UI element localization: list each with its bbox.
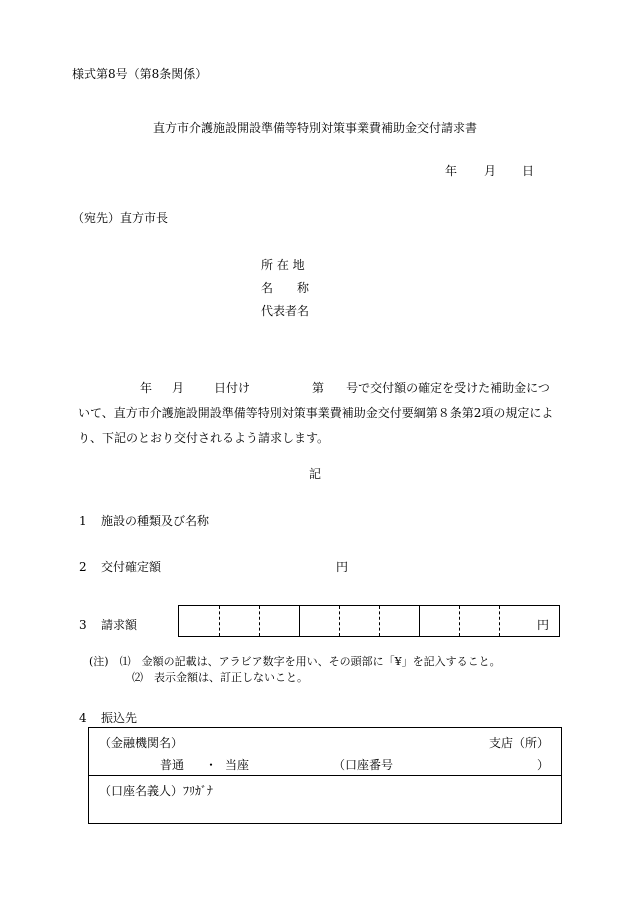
bank-box-divider xyxy=(89,775,561,776)
account-number-label: （口座番号 xyxy=(333,758,394,772)
item-3-label: 請求額 xyxy=(101,618,138,632)
applicant-address-label: 所 在 地 xyxy=(261,258,305,272)
item-2-number: 2 xyxy=(79,560,87,574)
account-number-close-paren: ） xyxy=(536,758,549,772)
amount-cell-divider xyxy=(299,606,300,636)
amount-cell-divider xyxy=(339,606,340,636)
applicant-representative-label: 代表者名 xyxy=(261,304,310,318)
amount-cell-divider xyxy=(419,606,420,636)
note-2: ⑵ 表示金額は、訂正しないこと。 xyxy=(132,671,308,684)
amount-cell-divider xyxy=(499,606,500,636)
form-number: 様式第8号（第8条関係） xyxy=(72,67,208,81)
para-text: 号で交付額の確定を受けた補助金について、直方市介護施設開設準備等特別対策事業費補助金交付要綱第８条第2項の規定により、下記のとおり交付されるよう請求します。 xyxy=(78,381,554,445)
request-amount-box[interactable] xyxy=(178,605,560,637)
applicant-name-label: 名 称 xyxy=(261,281,310,295)
item-4-number: 4 xyxy=(79,711,87,725)
amount-cell-divider xyxy=(379,606,380,636)
para-month: 月 xyxy=(172,381,185,395)
confirmed-amount-yen: 円 xyxy=(336,560,349,574)
bank-transfer-box xyxy=(88,727,562,824)
date-day-label: 日 xyxy=(522,164,535,178)
request-paragraph xyxy=(78,376,554,451)
item-1-label: 施設の種類及び名称 xyxy=(101,514,210,528)
document-title: 直方市介護施設開設準備等特別対策事業費補助金交付請求書 xyxy=(152,121,477,135)
ki-heading: 記 xyxy=(308,467,321,481)
account-type-touza[interactable]: 当座 xyxy=(225,758,250,772)
amount-cell-divider xyxy=(219,606,220,636)
para-dated: 日付け xyxy=(214,381,251,395)
item-1-number: 1 xyxy=(79,514,87,528)
item-3-number: 3 xyxy=(79,618,87,632)
addressee: （宛先）直方市長 xyxy=(72,211,169,225)
bank-institution-label: （金融機関名） xyxy=(99,736,184,750)
account-type-separator: ・ xyxy=(205,758,218,772)
account-type-futsu[interactable]: 普通 xyxy=(160,758,185,772)
date-month-label: 月 xyxy=(484,164,497,178)
item-2-label: 交付確定額 xyxy=(101,560,162,574)
amount-cell-divider xyxy=(259,606,260,636)
para-year: 年 xyxy=(140,381,153,395)
request-amount-yen: 円 xyxy=(536,618,549,632)
account-holder-label[interactable]: （口座名義人）ﾌﾘｶﾞﾅ xyxy=(99,784,214,798)
note-1: (注) ⑴ 金額の記載は、アラビア数字を用い、その頭部に「¥」を記入すること。 xyxy=(89,655,501,668)
para-dai: 第 xyxy=(312,381,325,395)
date-year-label: 年 xyxy=(445,164,458,178)
bank-branch-label: 支店（所） xyxy=(488,736,549,750)
amount-cell-divider xyxy=(459,606,460,636)
item-4-label: 振込先 xyxy=(101,711,138,725)
